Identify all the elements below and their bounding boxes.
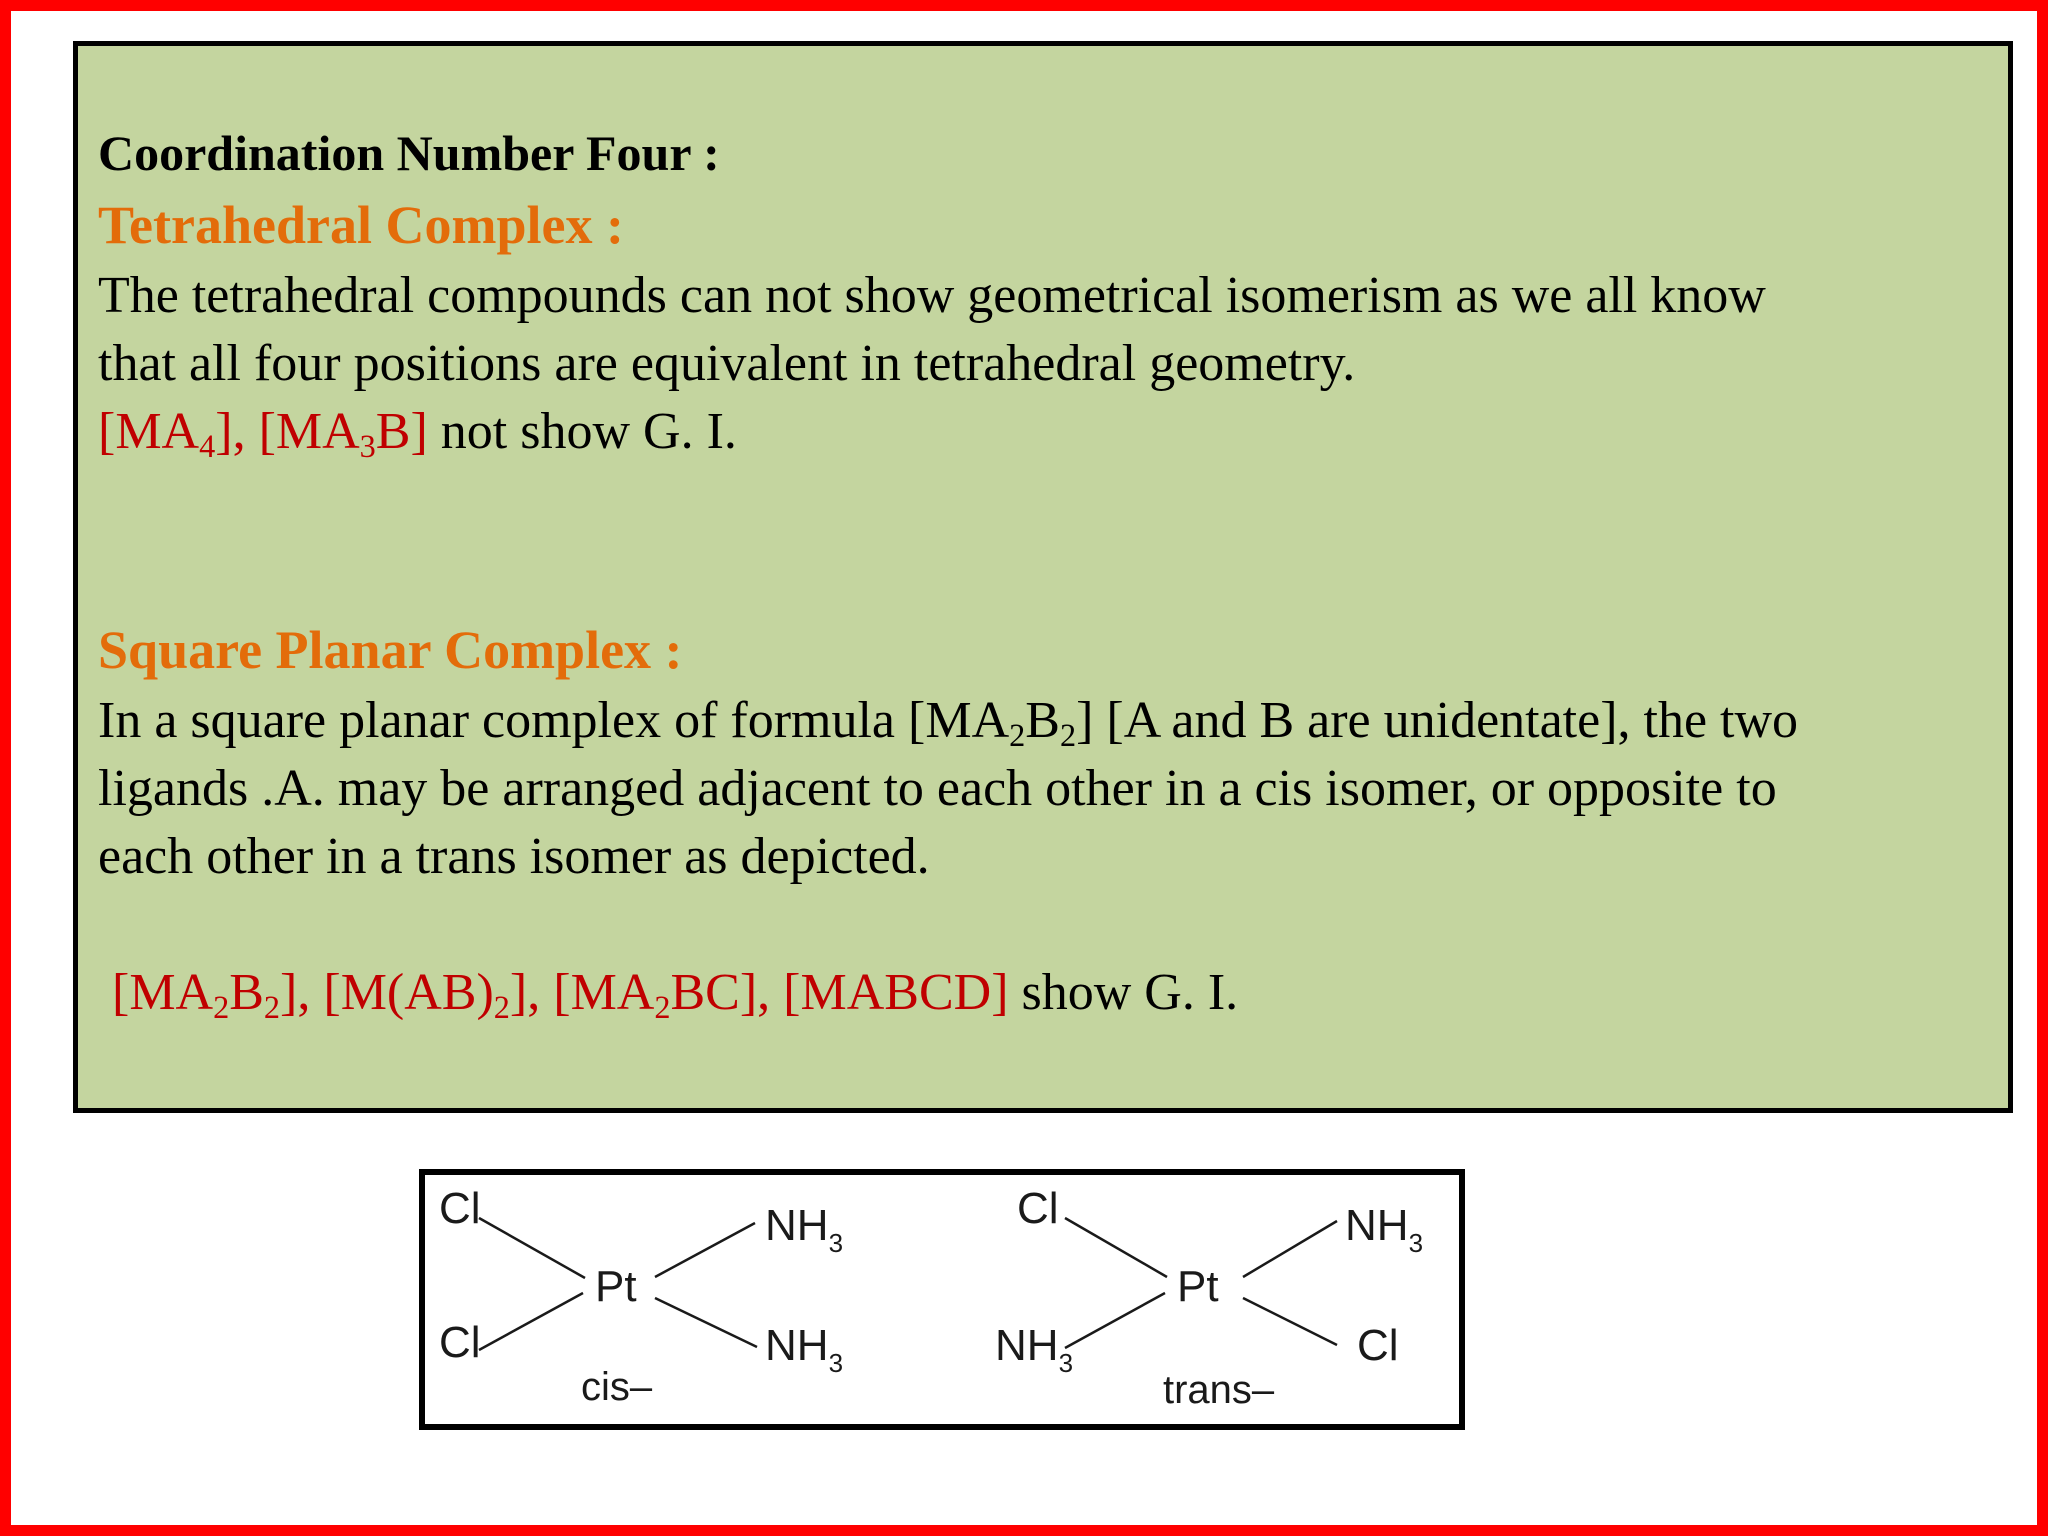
formula-subscript: 2 — [213, 989, 230, 1026]
bond-line — [1065, 1218, 1167, 1277]
trans-cl-bottom-right: Cl — [1357, 1321, 1399, 1370]
formula-mab2 — [310, 964, 541, 1026]
isomer-structures-svg — [425, 1175, 1459, 1424]
formula-ma4 — [98, 403, 233, 465]
formula-separator: , — [232, 403, 259, 460]
bond-line — [1243, 1298, 1337, 1345]
para-subscript: 2 — [1059, 717, 1077, 754]
bond-line — [655, 1298, 757, 1347]
square-planar-formula-line — [112, 963, 1239, 1026]
trans-nh3-top-right — [1345, 1201, 1423, 1258]
formula-subscript: 2 — [493, 989, 510, 1026]
square-planar-para-line-1 — [98, 691, 1799, 754]
para-text: B — [1025, 692, 1060, 749]
formula-text: ], — [509, 964, 541, 1021]
formula-subscript: 3 — [359, 428, 376, 465]
square-planar-para-line-3: each other in a trans isomer as depicted. — [98, 828, 930, 885]
bond-line — [1065, 1293, 1165, 1348]
cis-isomer — [439, 1184, 843, 1409]
trans-isomer — [995, 1184, 1423, 1412]
page-title: Coordination Number Four : — [98, 125, 720, 181]
tetrahedral-para-line-1: The tetrahedral compounds can not show geometrical isomerism as we all know — [98, 267, 1766, 324]
tetrahedral-formula-line — [98, 402, 737, 465]
atom-label: NH — [765, 1321, 829, 1370]
cis-caption: cis– — [581, 1365, 653, 1409]
formula-ma2bc — [540, 964, 771, 1026]
bond-line — [479, 1218, 585, 1278]
tetrahedral-note: not show G. I. — [427, 403, 737, 460]
formula-text: [M(AB) — [310, 964, 494, 1021]
formula-text: [MA — [258, 403, 360, 460]
square-planar-para-line-2: ligands .A. may be arranged adjacent to each other in a cis isomer, or opposite to — [98, 760, 1777, 817]
para-text: ] [A and B are unidentate], the two — [1076, 692, 1799, 749]
trans-cl-top-left: Cl — [1017, 1184, 1059, 1233]
tetrahedral-para-line-2: that all four positions are equivalent in tetrahedral geometry. — [98, 335, 1356, 392]
atom-subscript: 3 — [1058, 1348, 1074, 1378]
atom-subscript: 3 — [1408, 1228, 1424, 1258]
atom-label: NH — [765, 1201, 829, 1250]
formula-text: B — [229, 964, 264, 1021]
atom-subscript: 3 — [828, 1228, 844, 1258]
formula-subscript: 2 — [654, 989, 671, 1026]
square-planar-heading: Square Planar Complex : — [98, 620, 683, 680]
atom-label: NH — [1345, 1201, 1409, 1250]
cis-pt-center: Pt — [595, 1262, 637, 1311]
formula-text: ] — [215, 403, 233, 460]
bond-line — [479, 1293, 583, 1350]
formula-text: [MA — [112, 964, 214, 1021]
cis-cl-top-left: Cl — [439, 1184, 481, 1233]
formula-mabcd: [MABCD] — [770, 964, 1009, 1021]
bond-line — [655, 1223, 755, 1277]
tetrahedral-heading: Tetrahedral Complex : — [98, 195, 624, 255]
content-panel — [73, 41, 2013, 1113]
atom-subscript: 3 — [828, 1348, 844, 1378]
cis-nh3-bottom-right — [765, 1321, 843, 1378]
formula-text: [MA — [540, 964, 655, 1021]
formula-subscript: 2 — [263, 989, 281, 1026]
para-subscript: 2 — [1009, 717, 1026, 754]
formula-subscript: 4 — [199, 428, 216, 465]
formula-text: BC], — [670, 964, 771, 1021]
trans-nh3-bottom-left — [995, 1321, 1073, 1378]
trans-caption: trans– — [1163, 1368, 1275, 1412]
formula-ma2b2 — [112, 964, 311, 1026]
trans-pt-center: Pt — [1177, 1262, 1219, 1311]
formula-ma3b — [258, 403, 428, 465]
bond-line — [1243, 1221, 1337, 1277]
isomer-diagram — [419, 1169, 1465, 1430]
formula-text: ], — [280, 964, 311, 1021]
para-text: In a square planar complex of formula [MA — [98, 692, 1010, 749]
formula-text: B] — [375, 403, 428, 460]
cis-nh3-top-right — [765, 1201, 843, 1258]
formula-text: [MA — [98, 403, 200, 460]
cis-cl-bottom-left: Cl — [439, 1318, 481, 1367]
atom-label: NH — [995, 1321, 1059, 1370]
square-planar-note: show G. I. — [1008, 964, 1239, 1021]
